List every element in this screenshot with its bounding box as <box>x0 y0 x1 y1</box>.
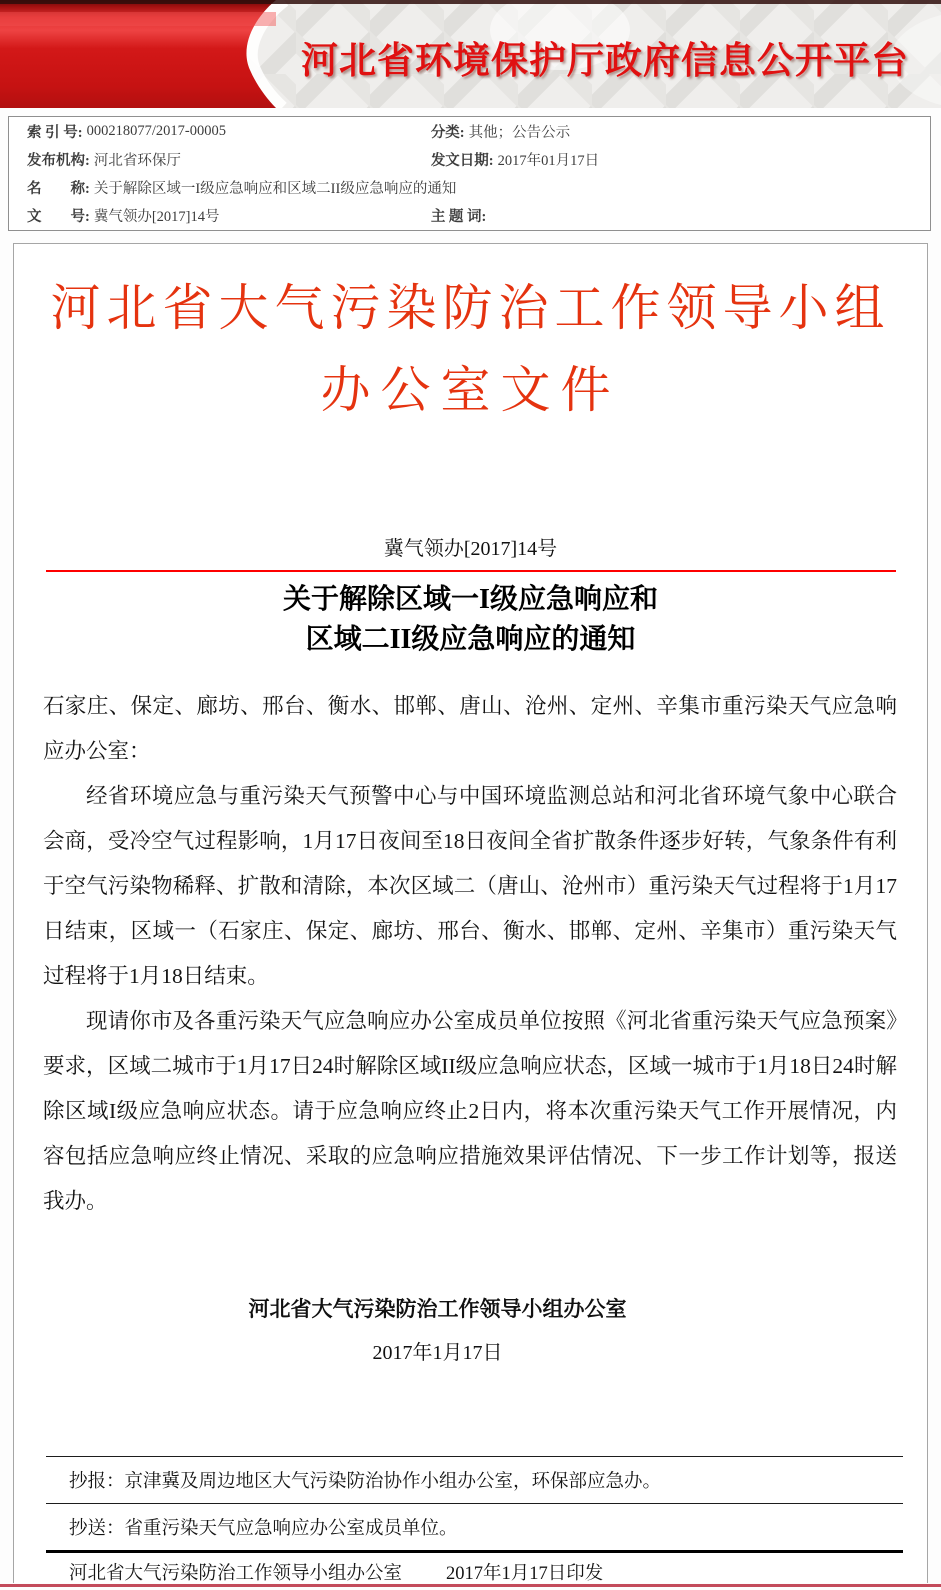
site-banner <box>0 0 941 108</box>
footer-cc-send-label: 抄送： <box>69 1519 125 1539</box>
doc-number: 冀气领办[2017]14号 <box>383 538 558 560</box>
meta-subject <box>431 202 930 230</box>
meta-date-value: 2017年01月17日 <box>497 152 600 169</box>
doc-title <box>14 580 927 660</box>
doc-body <box>43 684 897 1224</box>
meta-name-label: 名 称: <box>27 181 90 198</box>
meta-category <box>431 117 930 145</box>
doc-footer <box>46 1456 903 1590</box>
footer-cc-send-row <box>46 1504 903 1550</box>
meta-agency-label: 发布机构: <box>27 152 90 169</box>
footer-print-date: 2017年1月17日印发 <box>446 1564 604 1584</box>
meta-date-label: 发文日期: <box>430 152 494 169</box>
footer-cc-report-label: 抄报： <box>69 1472 125 1492</box>
doc-paragraph-1: 经省环境应急与重污染天气预警中心与中国环境监测总站和河北省环境气象中心联合会商，受冷空气过程影响，1月17日夜间至18日夜间全省扩散条件逐步好转，气象条件有利于空气污染物稀释、扩散和清除，本次区域二（唐山、沧州市）重污染天气过程将于1月17日结束，区域一（石家庄、保定、廊坊、邢台、衡水、邯郸、定州、辛集市）重污染天气过程将于1月18日结束。 <box>43 784 897 988</box>
doc-salutation: 石家庄、保定、廊坊、邢台、衡水、邯郸、唐山、沧州、定州、辛集市重污染天气应急响应办公室： <box>43 694 897 763</box>
meta-date <box>431 145 930 173</box>
footer-cc-send-value: 省重污染天气应急响应办公室成员单位。 <box>124 1519 458 1539</box>
bottom-red-line <box>0 1584 941 1587</box>
meta-subject-label: 主 题 词: <box>430 209 487 226</box>
red-rule <box>46 570 896 572</box>
signature-date: 2017年1月17日 <box>372 1342 503 1364</box>
meta-agency-value: 河北省环保厅 <box>93 152 181 169</box>
doc-org-header-line1: 河北省大气污染防治工作领导小组 <box>50 280 891 336</box>
meta-name-value: 关于解除区域一I级应急响应和区域二II级应急响应的通知 <box>93 181 457 198</box>
footer-cc-report-row <box>46 1457 903 1503</box>
meta-index-label: 索 引 号: <box>27 124 83 141</box>
meta-name <box>9 174 930 202</box>
doc-paragraph-2: 现请你市及各重污染天气应急响应办公室成员单位按照《河北省重污染天气应急预案》要求，区域二城市于1月17日24时解除区域II级应急响应状态，区域一城市于1月18日24时解除区域I级应急响应状态。请于应急响应终止2日内，将本次重污染天气工作开展情况，内容包括应急响应终止情况、采取的应急响应措施效果评估情况、下一步工作计划等，报送我办。 <box>43 1009 897 1213</box>
doc-title-line1: 关于解除区域一I级应急响应和 <box>283 584 658 615</box>
signature-block <box>14 1294 927 1368</box>
meta-table <box>8 116 931 231</box>
meta-index-value: 000218077/2017-00005 <box>86 122 226 139</box>
meta-docno <box>9 202 431 230</box>
signature-org: 河北省大气污染防治工作领导小组办公室 <box>248 1297 627 1321</box>
footer-print-org: 河北省大气污染防治工作领导小组办公室 <box>69 1564 403 1584</box>
banner-title: 河北省环境保护厅政府信息公开平台 <box>301 40 909 81</box>
meta-docno-value: 冀气领办[2017]14号 <box>93 209 220 226</box>
doc-title-line2: 区域二II级应急响应的通知 <box>305 624 636 655</box>
meta-category-value: 其他；公告公示 <box>468 124 571 141</box>
meta-index <box>9 117 431 145</box>
meta-docno-label: 文 号: <box>27 209 90 226</box>
footer-cc-report-value: 京津冀及周边地区大气污染防治协作小组办公室，环保部应急办。 <box>124 1472 662 1492</box>
doc-org-header-line2: 办公室文件 <box>320 362 621 418</box>
meta-agency <box>9 145 431 173</box>
document-sheet <box>13 243 928 1583</box>
meta-category-label: 分类: <box>430 124 465 141</box>
